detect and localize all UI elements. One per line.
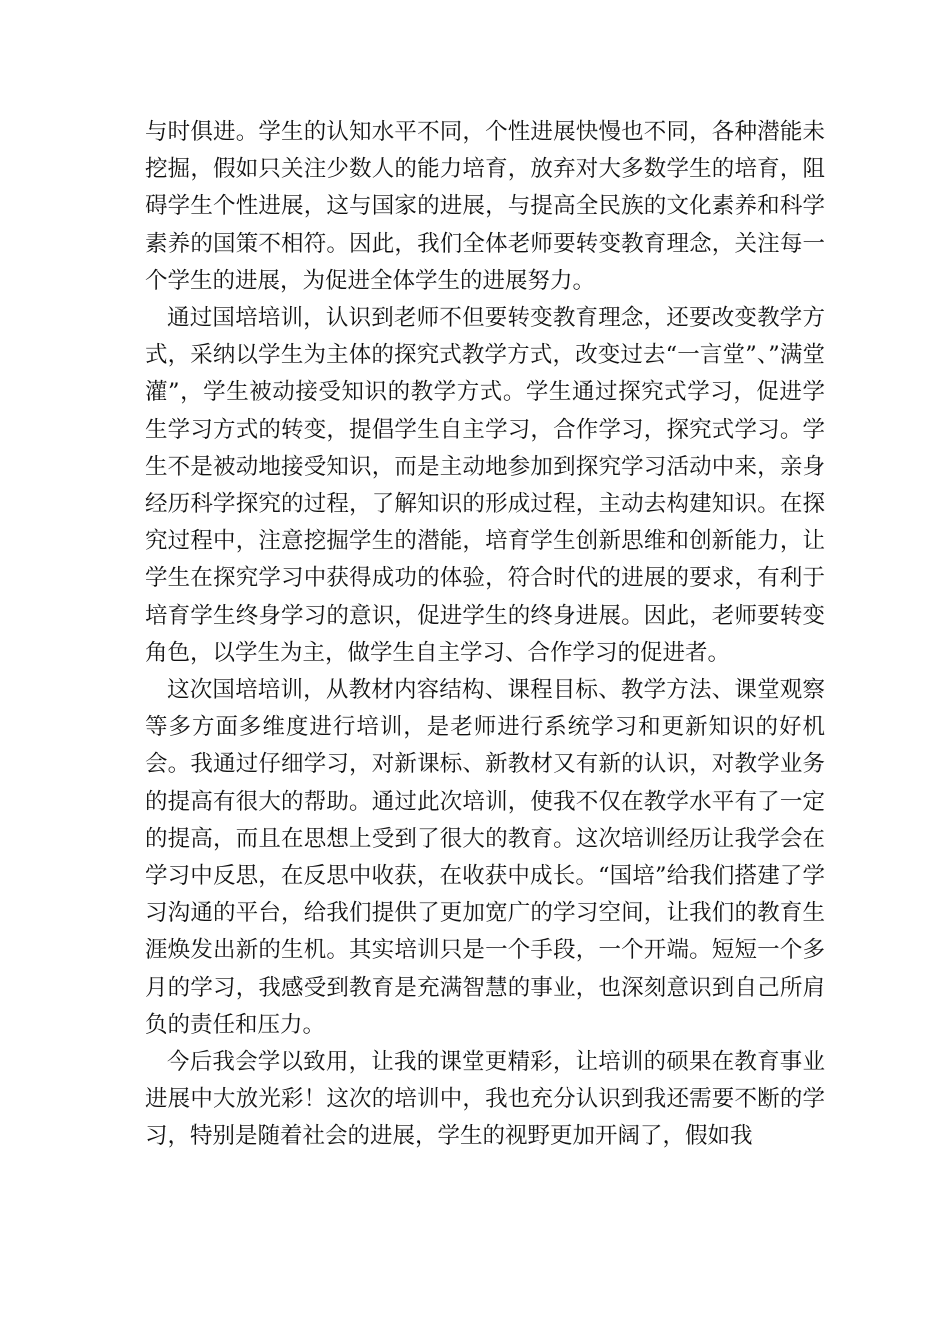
paragraph-1: 与时俱进。学生的认知水平不同，个性进展快慢也不同，各种潜能未挖掘，假如只关注少数人的能力培育，放弃对大多数学生的培育，阻碍学生个性进展，这与国家的进展，与提高全民族的文化素养和科学素养的国策不相符。因此，我们全体老师要转变教育理念，关注每一个学生的进展，为促进全体学生的进展努力。 — [145, 119, 825, 294]
paragraph-4: 今后我会学以致用，让我的课堂更精彩，让培训的硕果在教育事业进展中大放光彩！这次的培训中，我也充分认识到我还需要不断的学习，特别是随着社会的进展，学生的视野更加开阔了，假如我 — [145, 1049, 825, 1150]
paragraph-2: 通过国培培训，认识到老师不但要转变教育理念，还要改变教学方式，采纳以学生为主体的探究式教学方式，改变过去“一言堂”、”满堂灌”，学生被动接受知识的教学方式。学生通过探究式学习，促进学生学习方式的转变，提倡学生自主学习，合作学习，探究式学习。学生不是被动地接受知识，而是主动地参加到探究学习活动中来，亲身经历科学探究的过程，了解知识的形成过程，主动去构建知识。在探究过程中，注意挖掘学生的潜能，培育学生创新思维和创新能力，让学生在探究学习中获得成功的体验，符合时代的进展的要求，有利于培育学生终身学习的意识，促进学生的终身进展。因此，老师要转变角色，以学生为主，做学生自主学习、合作学习的促进者。 — [145, 305, 825, 666]
document-body — [145, 114, 825, 1156]
paragraph-3: 这次国培培训，从教材内容结构、课程目标、教学方法、课堂观察等多方面多维度进行培训，是老师进行系统学习和更新知识的好机会。我通过仔细学习，对新课标、新教材又有新的认识，对教学业务的提高有很大的帮助。通过此次培训，使我不仅在教学水平有了一定的提高，而且在思想上受到了很大的教育。这次培训经历让我学会在学习中反思，在反思中收获，在收获中成长。“国培”给我们搭建了学习沟通的平台，给我们提供了更加宽广的学习空间，让我们的教育生涯焕发出新的生机。其实培训只是一个手段，一个开端。短短一个多月的学习，我感受到教育是充满智慧的事业，也深刻意识到自己所肩负的责任和压力。 — [145, 677, 825, 1038]
